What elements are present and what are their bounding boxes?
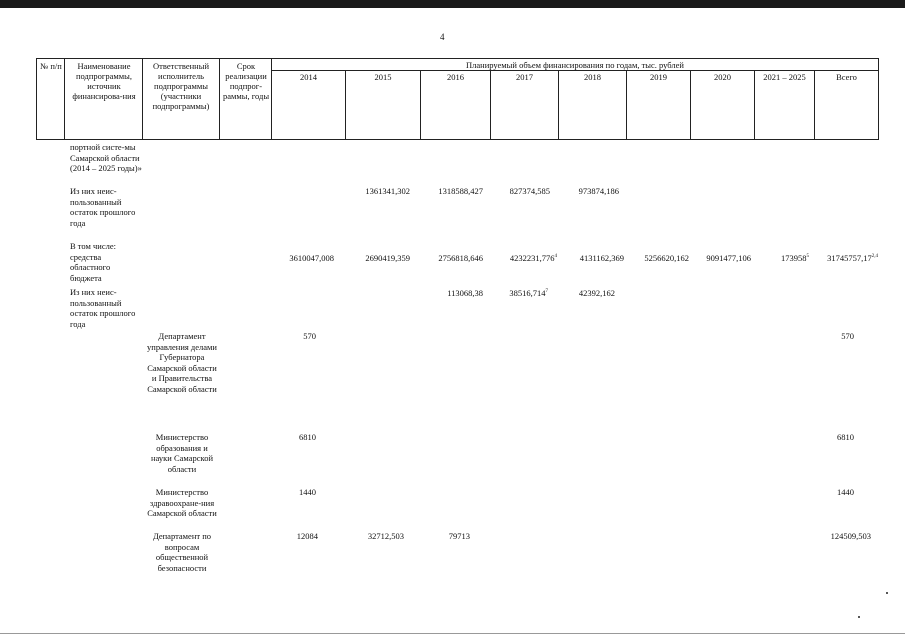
value-2014: 12084 xyxy=(296,531,318,541)
header-num-label: № п/п xyxy=(40,61,62,71)
responsible-ministry-education: Министерство образования и науки Самарской области xyxy=(151,432,213,474)
value-total: 570 xyxy=(841,331,854,341)
responsible-department-security: Департамент по вопросам общественной безопасности xyxy=(152,531,212,573)
value-2016: 2756818,646 xyxy=(438,253,483,263)
value-2019: 5256620,162 xyxy=(644,253,689,263)
row-regional-budget-name: В том числе: средства областного бюджета xyxy=(70,241,116,283)
row-name-continuation: портной систе-мы Самарской области (2014 – 2025 годы)» xyxy=(70,142,142,173)
scan-speck xyxy=(858,616,860,618)
year-2019: 2019 xyxy=(650,72,667,82)
year-2015: 2015 xyxy=(374,72,392,82)
value-total: 6810 xyxy=(837,432,854,442)
page-number: 4 xyxy=(440,32,445,42)
value-2017: 4232231,776$^4$ xyxy=(509,253,557,263)
year-2018: 2018 xyxy=(584,72,601,82)
value-2017: 827374,585 xyxy=(509,186,550,196)
page-top-border xyxy=(0,0,905,8)
value-2014: 3610047,008 xyxy=(289,253,334,263)
year-2017: 2017 xyxy=(516,72,533,82)
scan-speck xyxy=(886,592,888,594)
responsible-department: Департамент управления делами Губернатора Самарской области и Правительства Самарской области xyxy=(147,331,217,394)
header-name-label: Наименование подпрограммы, источник финансирова-ния xyxy=(72,61,136,101)
value-total: 124509,503 xyxy=(830,531,871,541)
value-2015: 32712,503 xyxy=(367,531,404,541)
value-total: 1440 xyxy=(837,487,854,497)
value-2014: 6810 xyxy=(299,432,316,442)
value-2014: 570 xyxy=(303,331,316,341)
year-total: Всего xyxy=(836,72,857,82)
value-2018: 4131162,369 xyxy=(579,253,624,263)
header-resp-label: Ответственный исполнитель подпрограммы (участники подпрограммы) xyxy=(152,61,210,111)
page-bottom-line xyxy=(0,633,905,634)
value-2016: 113068,38 xyxy=(447,288,483,298)
financing-divider xyxy=(271,70,879,71)
year-2020: 2020 xyxy=(714,72,731,82)
value-2015: 1361341,302 xyxy=(365,186,410,196)
value-2014: 1440 xyxy=(299,487,316,497)
year-2014: 2014 xyxy=(300,72,317,82)
value-2016: 1318588,427 xyxy=(438,186,483,196)
value-total: 31745757,17$^{2,4}$ xyxy=(827,253,878,263)
value-2016: 79713 xyxy=(448,531,470,541)
year-2021-2025: 2021 – 2025 xyxy=(763,72,806,82)
year-2016: 2016 xyxy=(447,72,464,82)
header-term-label: Срок реализации подпрог-раммы, годы xyxy=(222,61,270,101)
responsible-ministry-health: Министерство здравоохране-ния Самарской области xyxy=(147,487,217,518)
value-2018: 42392,162 xyxy=(578,288,615,298)
value-2020: 9091477,106 xyxy=(706,253,751,263)
value-2018: 973874,186 xyxy=(578,186,619,196)
value-2015: 2690419,359 xyxy=(365,253,410,263)
row-unused-balance-name: Из них неис-пользованный остаток прошлого года xyxy=(70,186,136,228)
value-2021-2025: 173958$^5$ xyxy=(781,253,809,263)
header-financing-label: Планируемый объем финансирования по годам, тыс. рублей xyxy=(466,60,684,70)
value-2017: 38516,714$^7$ xyxy=(509,288,548,298)
row-unused-balance-name: Из них неис-пользованный остаток прошлого года xyxy=(70,287,136,329)
